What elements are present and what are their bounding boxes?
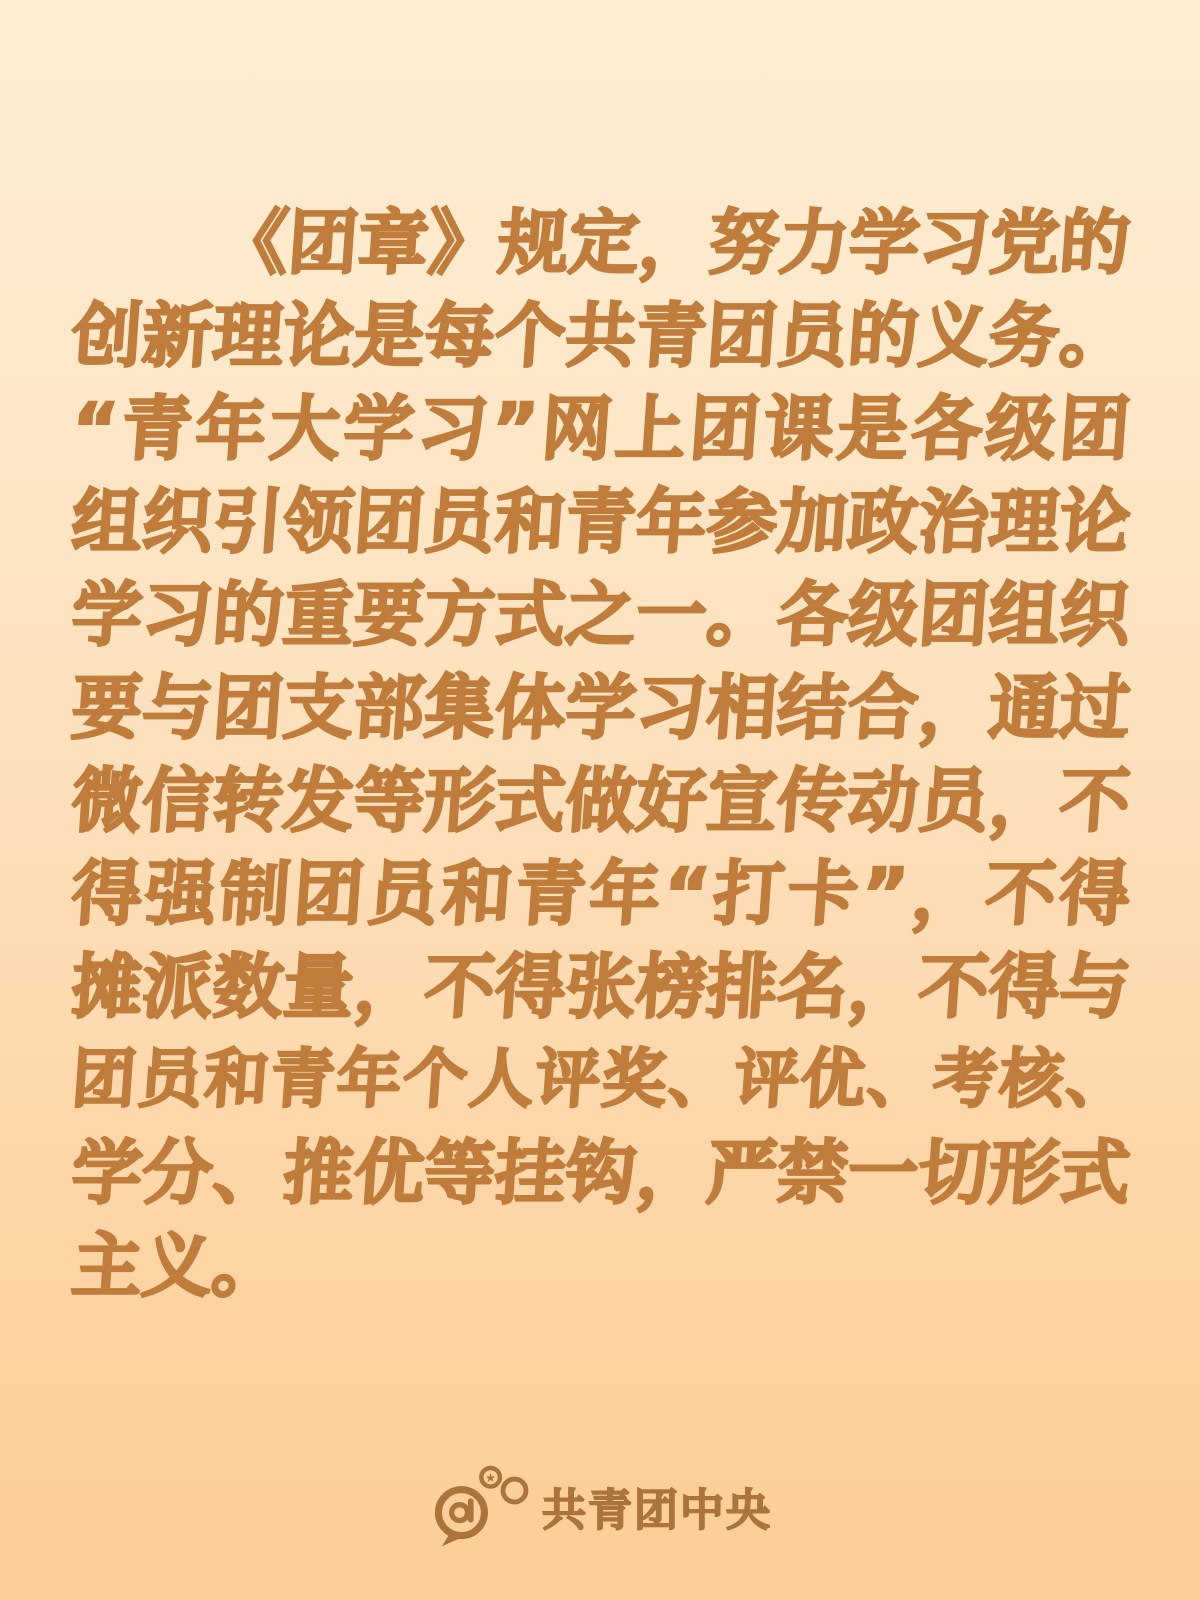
glyph: 严 <box>704 1132 780 1214</box>
glyph: 》 <box>425 202 502 284</box>
glyph: 论 <box>280 295 357 377</box>
glyph: 切 <box>915 1132 992 1214</box>
glyph: 得 <box>1056 853 1133 935</box>
glyph: 合 <box>845 667 922 749</box>
glyph: 青 <box>119 388 195 470</box>
glyph: 过 <box>1057 667 1133 749</box>
glyph: 务 <box>986 295 1063 377</box>
glyph: 年 <box>193 388 269 470</box>
glyph: 得 <box>986 946 1063 1028</box>
glyph: 卡 <box>785 853 861 935</box>
glyph: 宣 <box>704 760 780 842</box>
poster-body-text <box>69 197 1133 1313</box>
at-speech-bubble-with-star-icon <box>428 1464 532 1548</box>
glyph: 定 <box>566 202 642 284</box>
glyph: 织 <box>1057 574 1133 656</box>
glyph: 动 <box>845 760 922 842</box>
glyph: 形 <box>421 760 498 842</box>
glyph: 引 <box>210 481 287 563</box>
glyph: 年 <box>334 1043 404 1117</box>
glyph: 规 <box>495 202 572 284</box>
glyph: ， <box>633 1132 710 1214</box>
glyph: 不 <box>421 946 498 1028</box>
text-line-10 <box>69 1034 1134 1127</box>
glyph: 和 <box>492 481 569 563</box>
glyph: 要 <box>351 574 428 656</box>
glyph: 考 <box>930 1043 1001 1117</box>
glyph: 分 <box>139 1132 216 1214</box>
glyph: 制 <box>217 853 293 935</box>
text-line-11 <box>69 1127 1134 1220</box>
glyph: 治 <box>915 481 992 563</box>
glyph: 章 <box>355 202 432 284</box>
glyph: 之 <box>563 574 639 656</box>
glyph: 榜 <box>633 946 710 1028</box>
glyph: 级 <box>982 388 1059 470</box>
glyph: 禁 <box>774 1132 851 1214</box>
glyph: 优 <box>798 1043 868 1117</box>
glyph: ， <box>986 760 1063 842</box>
glyph: 结 <box>774 667 851 749</box>
glyph: 通 <box>986 667 1063 749</box>
text-line-2 <box>69 290 1134 383</box>
account-name: 共青团中央 <box>542 1485 772 1536</box>
glyph: 学 <box>69 574 145 656</box>
glyph: 、 <box>210 1132 287 1214</box>
glyph: 奖 <box>599 1043 669 1117</box>
glyph: 推 <box>280 1132 357 1214</box>
glyph: 年 <box>587 853 663 935</box>
glyph: 评 <box>732 1043 802 1117</box>
glyph: ” <box>859 853 911 935</box>
glyph: 重 <box>280 574 357 656</box>
glyph: 派 <box>139 946 216 1028</box>
glyph: 习 <box>139 574 216 656</box>
glyph: 义 <box>915 295 992 377</box>
glyph: 各 <box>909 388 985 470</box>
glyph: 微 <box>69 760 145 842</box>
glyph: 大 <box>267 388 343 470</box>
glyph: 学 <box>69 1132 145 1214</box>
glyph: 钩 <box>563 1132 639 1214</box>
text-line-1 <box>69 197 1134 290</box>
glyph: 和 <box>201 1043 272 1117</box>
glyph: 的 <box>1056 202 1133 284</box>
text-line-5 <box>69 569 1134 662</box>
glyph: 员 <box>365 853 441 935</box>
glyph: 与 <box>1057 946 1133 1028</box>
glyph: 团 <box>687 388 763 470</box>
glyph: 和 <box>439 853 515 935</box>
glyph: 团 <box>704 295 780 377</box>
star-icon: ★ <box>485 1471 497 1486</box>
glyph: 等 <box>351 760 428 842</box>
glyph: 强 <box>143 853 219 935</box>
glyph: 青 <box>563 481 639 563</box>
glyph: 领 <box>280 481 357 563</box>
glyph: 是 <box>835 388 911 470</box>
glyph: 青 <box>268 1043 338 1117</box>
glyph: 式 <box>492 760 569 842</box>
glyph: 加 <box>774 481 851 563</box>
glyph: 的 <box>845 295 922 377</box>
glyph: 团 <box>915 574 992 656</box>
glyph: 团 <box>291 853 367 935</box>
glyph: 理 <box>210 295 287 377</box>
glyph: 新 <box>139 295 216 377</box>
glyph: 一 <box>633 574 710 656</box>
glyph: ， <box>636 202 712 284</box>
glyph: 年 <box>633 481 710 563</box>
glyph: 党 <box>986 202 1063 284</box>
glyph: 《 <box>215 202 292 284</box>
glyph: 集 <box>421 667 498 749</box>
glyph: ， <box>845 946 922 1028</box>
glyph: 发 <box>280 760 357 842</box>
glyph: “ <box>69 388 121 470</box>
glyph: 人 <box>467 1043 537 1117</box>
glyph: 挂 <box>492 1132 569 1214</box>
glyph: ， <box>351 946 428 1028</box>
glyph: 课 <box>761 388 837 470</box>
glyph: 方 <box>421 574 498 656</box>
glyph: 员 <box>421 481 498 563</box>
glyph: 团 <box>1056 388 1133 470</box>
glyph: 。 <box>209 1225 285 1307</box>
glyph: 、 <box>864 1043 934 1117</box>
glyph: 组 <box>986 574 1063 656</box>
glyph: 个 <box>400 1043 470 1117</box>
glyph: 习 <box>916 202 993 284</box>
glyph: 团 <box>351 481 428 563</box>
glyph: 等 <box>421 1132 498 1214</box>
text-line-4 <box>69 476 1134 569</box>
glyph: 努 <box>706 202 783 284</box>
glyph: 相 <box>704 667 780 749</box>
glyph: 团 <box>210 667 287 749</box>
glyph: 式 <box>492 574 569 656</box>
glyph: 优 <box>351 1132 428 1214</box>
glyph: 好 <box>633 760 710 842</box>
glyph: 的 <box>210 574 287 656</box>
text-line-8 <box>69 848 1134 941</box>
text-line-3 <box>69 383 1134 476</box>
footer-watermark <box>0 1458 1200 1554</box>
glyph: 员 <box>915 760 992 842</box>
glyph: 义 <box>139 1225 215 1307</box>
glyph: 信 <box>139 760 216 842</box>
glyph: 是 <box>351 295 428 377</box>
glyph: 。 <box>1057 295 1133 377</box>
glyph: 织 <box>139 481 216 563</box>
glyph: 式 <box>1057 1132 1133 1214</box>
glyph: 。 <box>704 574 780 656</box>
glyph: 员 <box>135 1043 205 1117</box>
text-line-7 <box>69 755 1134 848</box>
glyph: 、 <box>1063 1043 1133 1117</box>
glyph: 转 <box>210 760 287 842</box>
glyph: 网 <box>539 388 615 470</box>
glyph: 习 <box>633 667 710 749</box>
glyph: 排 <box>704 946 780 1028</box>
glyph: 论 <box>1057 481 1133 563</box>
glyph: 理 <box>986 481 1063 563</box>
text-line-9 <box>69 941 1134 1034</box>
glyph: 与 <box>139 667 216 749</box>
glyph: 团 <box>285 202 362 284</box>
glyph: 支 <box>280 667 357 749</box>
glyph: 传 <box>774 760 851 842</box>
glyph: 青 <box>513 853 589 935</box>
text-line-6 <box>69 662 1134 755</box>
glyph: ， <box>915 667 992 749</box>
glyph: 数 <box>210 946 287 1028</box>
glyph: 上 <box>613 388 689 470</box>
glyph: 量 <box>280 946 357 1028</box>
glyph: 核 <box>997 1043 1067 1117</box>
glyph: 评 <box>533 1043 603 1117</box>
glyph: 得 <box>492 946 569 1028</box>
glyph: 不 <box>982 853 1059 935</box>
glyph: 主 <box>69 1225 145 1307</box>
glyph: 一 <box>845 1132 922 1214</box>
glyph: 每 <box>421 295 498 377</box>
glyph: 张 <box>563 946 639 1028</box>
glyph: 团 <box>69 1043 139 1117</box>
glyph: 各 <box>774 574 851 656</box>
glyph: 形 <box>986 1132 1063 1214</box>
glyph: 参 <box>704 481 780 563</box>
glyph: 青 <box>633 295 710 377</box>
glyph: 级 <box>845 574 922 656</box>
glyph: 学 <box>341 388 417 470</box>
glyph: 组 <box>69 481 145 563</box>
glyph: 力 <box>776 202 853 284</box>
glyph: 学 <box>563 667 639 749</box>
glyph: 打 <box>711 853 787 935</box>
glyph: 得 <box>69 853 145 935</box>
glyph: 政 <box>845 481 922 563</box>
glyph: ， <box>909 853 985 935</box>
text-line-12 <box>69 1220 1134 1313</box>
glyph: 要 <box>69 667 145 749</box>
glyph: 部 <box>351 667 428 749</box>
glyph: “ <box>661 853 713 935</box>
glyph: 员 <box>774 295 851 377</box>
glyph: 名 <box>774 946 851 1028</box>
glyph: 习 <box>415 388 491 470</box>
glyph: 个 <box>492 295 569 377</box>
glyph: 共 <box>563 295 639 377</box>
glyph: 摊 <box>69 946 145 1028</box>
glyph: 做 <box>563 760 639 842</box>
glyph: 不 <box>915 946 992 1028</box>
glyph: 体 <box>492 667 569 749</box>
glyph: ” <box>489 388 541 470</box>
glyph: 、 <box>665 1043 736 1117</box>
glyph: 创 <box>69 295 145 377</box>
glyph: 学 <box>846 202 923 284</box>
glyph: 不 <box>1057 760 1133 842</box>
